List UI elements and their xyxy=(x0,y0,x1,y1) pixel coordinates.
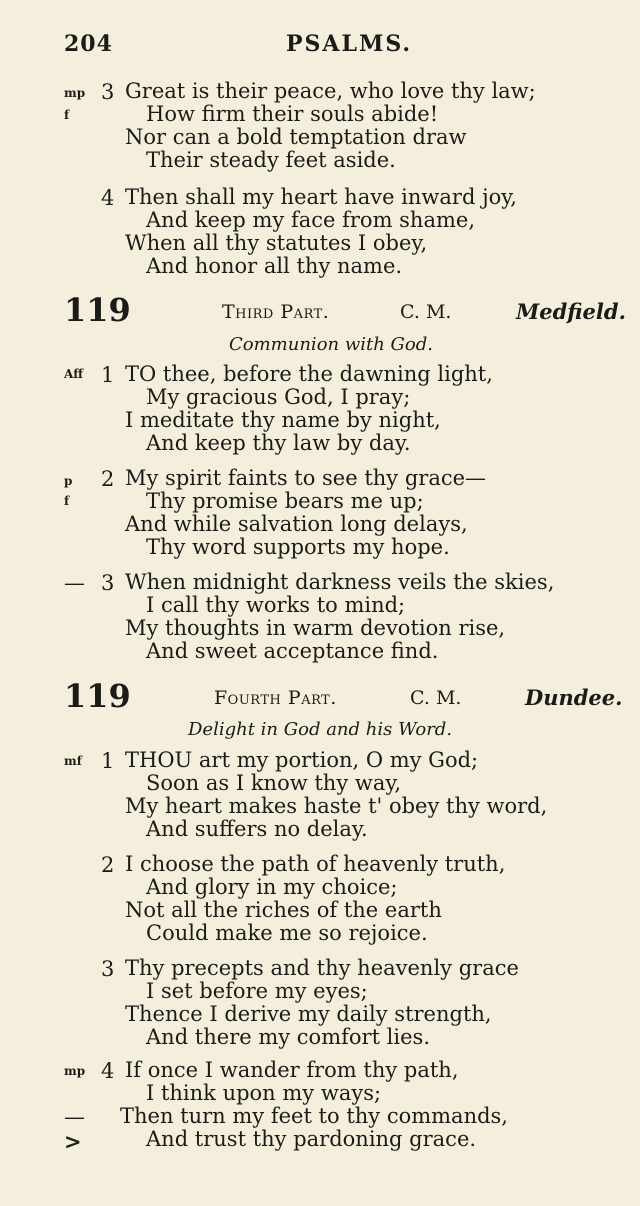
verse-line: Could make me so rejoice. xyxy=(146,921,428,945)
hymn-part: Third Part. xyxy=(222,301,330,323)
verse-line: When all thy statutes I obey, xyxy=(125,231,428,255)
tune-name: Medfield. xyxy=(516,299,626,324)
hymn-number: 119 xyxy=(64,677,131,715)
verse-number: 1 xyxy=(101,749,115,773)
verse-line: Thy precepts and thy heavenly grace xyxy=(125,956,519,980)
hymn-part: Fourth Part. xyxy=(214,687,337,709)
verse-line: Then turn my feet to thy commands, xyxy=(120,1104,508,1128)
hymn-number: 119 xyxy=(64,291,131,329)
verse-number: 3 xyxy=(101,571,115,595)
verse-line: When midnight darkness veils the skies, xyxy=(125,570,555,594)
dynamic-mark: mf xyxy=(64,754,82,768)
verse-line: THOU art my portion, O my God; xyxy=(125,748,479,772)
dynamic-mark: mp xyxy=(64,1064,86,1078)
verse-number: 3 xyxy=(101,957,115,981)
verse-line: Nor can a bold temptation draw xyxy=(125,125,467,149)
verse-line: My heart makes haste t' obey thy word, xyxy=(125,794,548,818)
verse-line: And honor all thy name. xyxy=(146,254,403,278)
verse-line: My thoughts in warm devotion rise, xyxy=(125,616,506,640)
verse-line: And there my comfort lies. xyxy=(146,1025,430,1049)
hymn-meter: C. M. xyxy=(410,687,462,709)
dynamic-mark: mp xyxy=(64,86,86,100)
verse-line: How firm their souls abide! xyxy=(146,102,439,126)
dynamic-mark: p xyxy=(64,474,73,488)
verse-line: My spirit faints to see thy grace— xyxy=(125,466,487,490)
verse-number: 4 xyxy=(101,1059,115,1083)
verse-line: And glory in my choice; xyxy=(146,875,398,899)
verse-line: Thy promise bears me up; xyxy=(146,489,424,513)
dynamic-mark: Aff xyxy=(64,367,84,381)
verse-line: My gracious God, I pray; xyxy=(146,385,411,409)
verse-line: Great is their peace, who love thy law; xyxy=(125,79,536,103)
verse-line: And keep my face from shame, xyxy=(146,208,475,232)
hymn-meter: C. M. xyxy=(400,301,452,323)
dynamic-mark: — xyxy=(64,571,85,595)
dynamic-mark: f xyxy=(64,108,70,122)
verse-line: And keep thy law by day. xyxy=(146,431,411,455)
verse-line: Their steady feet aside. xyxy=(146,148,396,172)
page-number: 204 xyxy=(64,31,113,57)
verse-line: I choose the path of heavenly truth, xyxy=(125,852,506,876)
verse-line: TO thee, before the dawning light, xyxy=(125,362,493,386)
verse-line: Thy word supports my hope. xyxy=(146,535,450,559)
verse-line: I set before my eyes; xyxy=(146,979,368,1003)
verse-line: Thence I derive my daily strength, xyxy=(125,1002,492,1026)
verse-line: And suffers no delay. xyxy=(146,817,368,841)
verse-line: I meditate thy name by night, xyxy=(125,408,441,432)
verse-number: 4 xyxy=(101,186,115,210)
verse-line: And trust thy pardoning grace. xyxy=(146,1127,477,1151)
hymn-subtitle: Communion with God. xyxy=(229,334,434,355)
dynamic-mark: f xyxy=(64,494,70,508)
verse-line: I call thy works to mind; xyxy=(146,593,406,617)
tune-name: Dundee. xyxy=(525,685,623,710)
verse-number: 2 xyxy=(101,467,115,491)
verse-number: 1 xyxy=(101,363,115,387)
dynamic-mark: — xyxy=(64,1105,85,1129)
dynamic-mark: > xyxy=(64,1129,82,1154)
verse-line: If once I wander from thy path, xyxy=(125,1058,459,1082)
hymn-subtitle: Delight in God and his Word. xyxy=(188,719,453,740)
verse-line: And while salvation long delays, xyxy=(125,512,468,536)
verse-line: I think upon my ways; xyxy=(146,1081,382,1105)
verse-number: 2 xyxy=(101,853,115,877)
verse-line: Not all the riches of the earth xyxy=(125,898,442,922)
verse-line: Then shall my heart have inward joy, xyxy=(125,185,517,209)
verse-line: Soon as I know thy way, xyxy=(146,771,402,795)
verse-number: 3 xyxy=(101,80,115,104)
page-title: PSALMS. xyxy=(286,31,413,57)
verse-line: And sweet acceptance find. xyxy=(146,639,439,663)
